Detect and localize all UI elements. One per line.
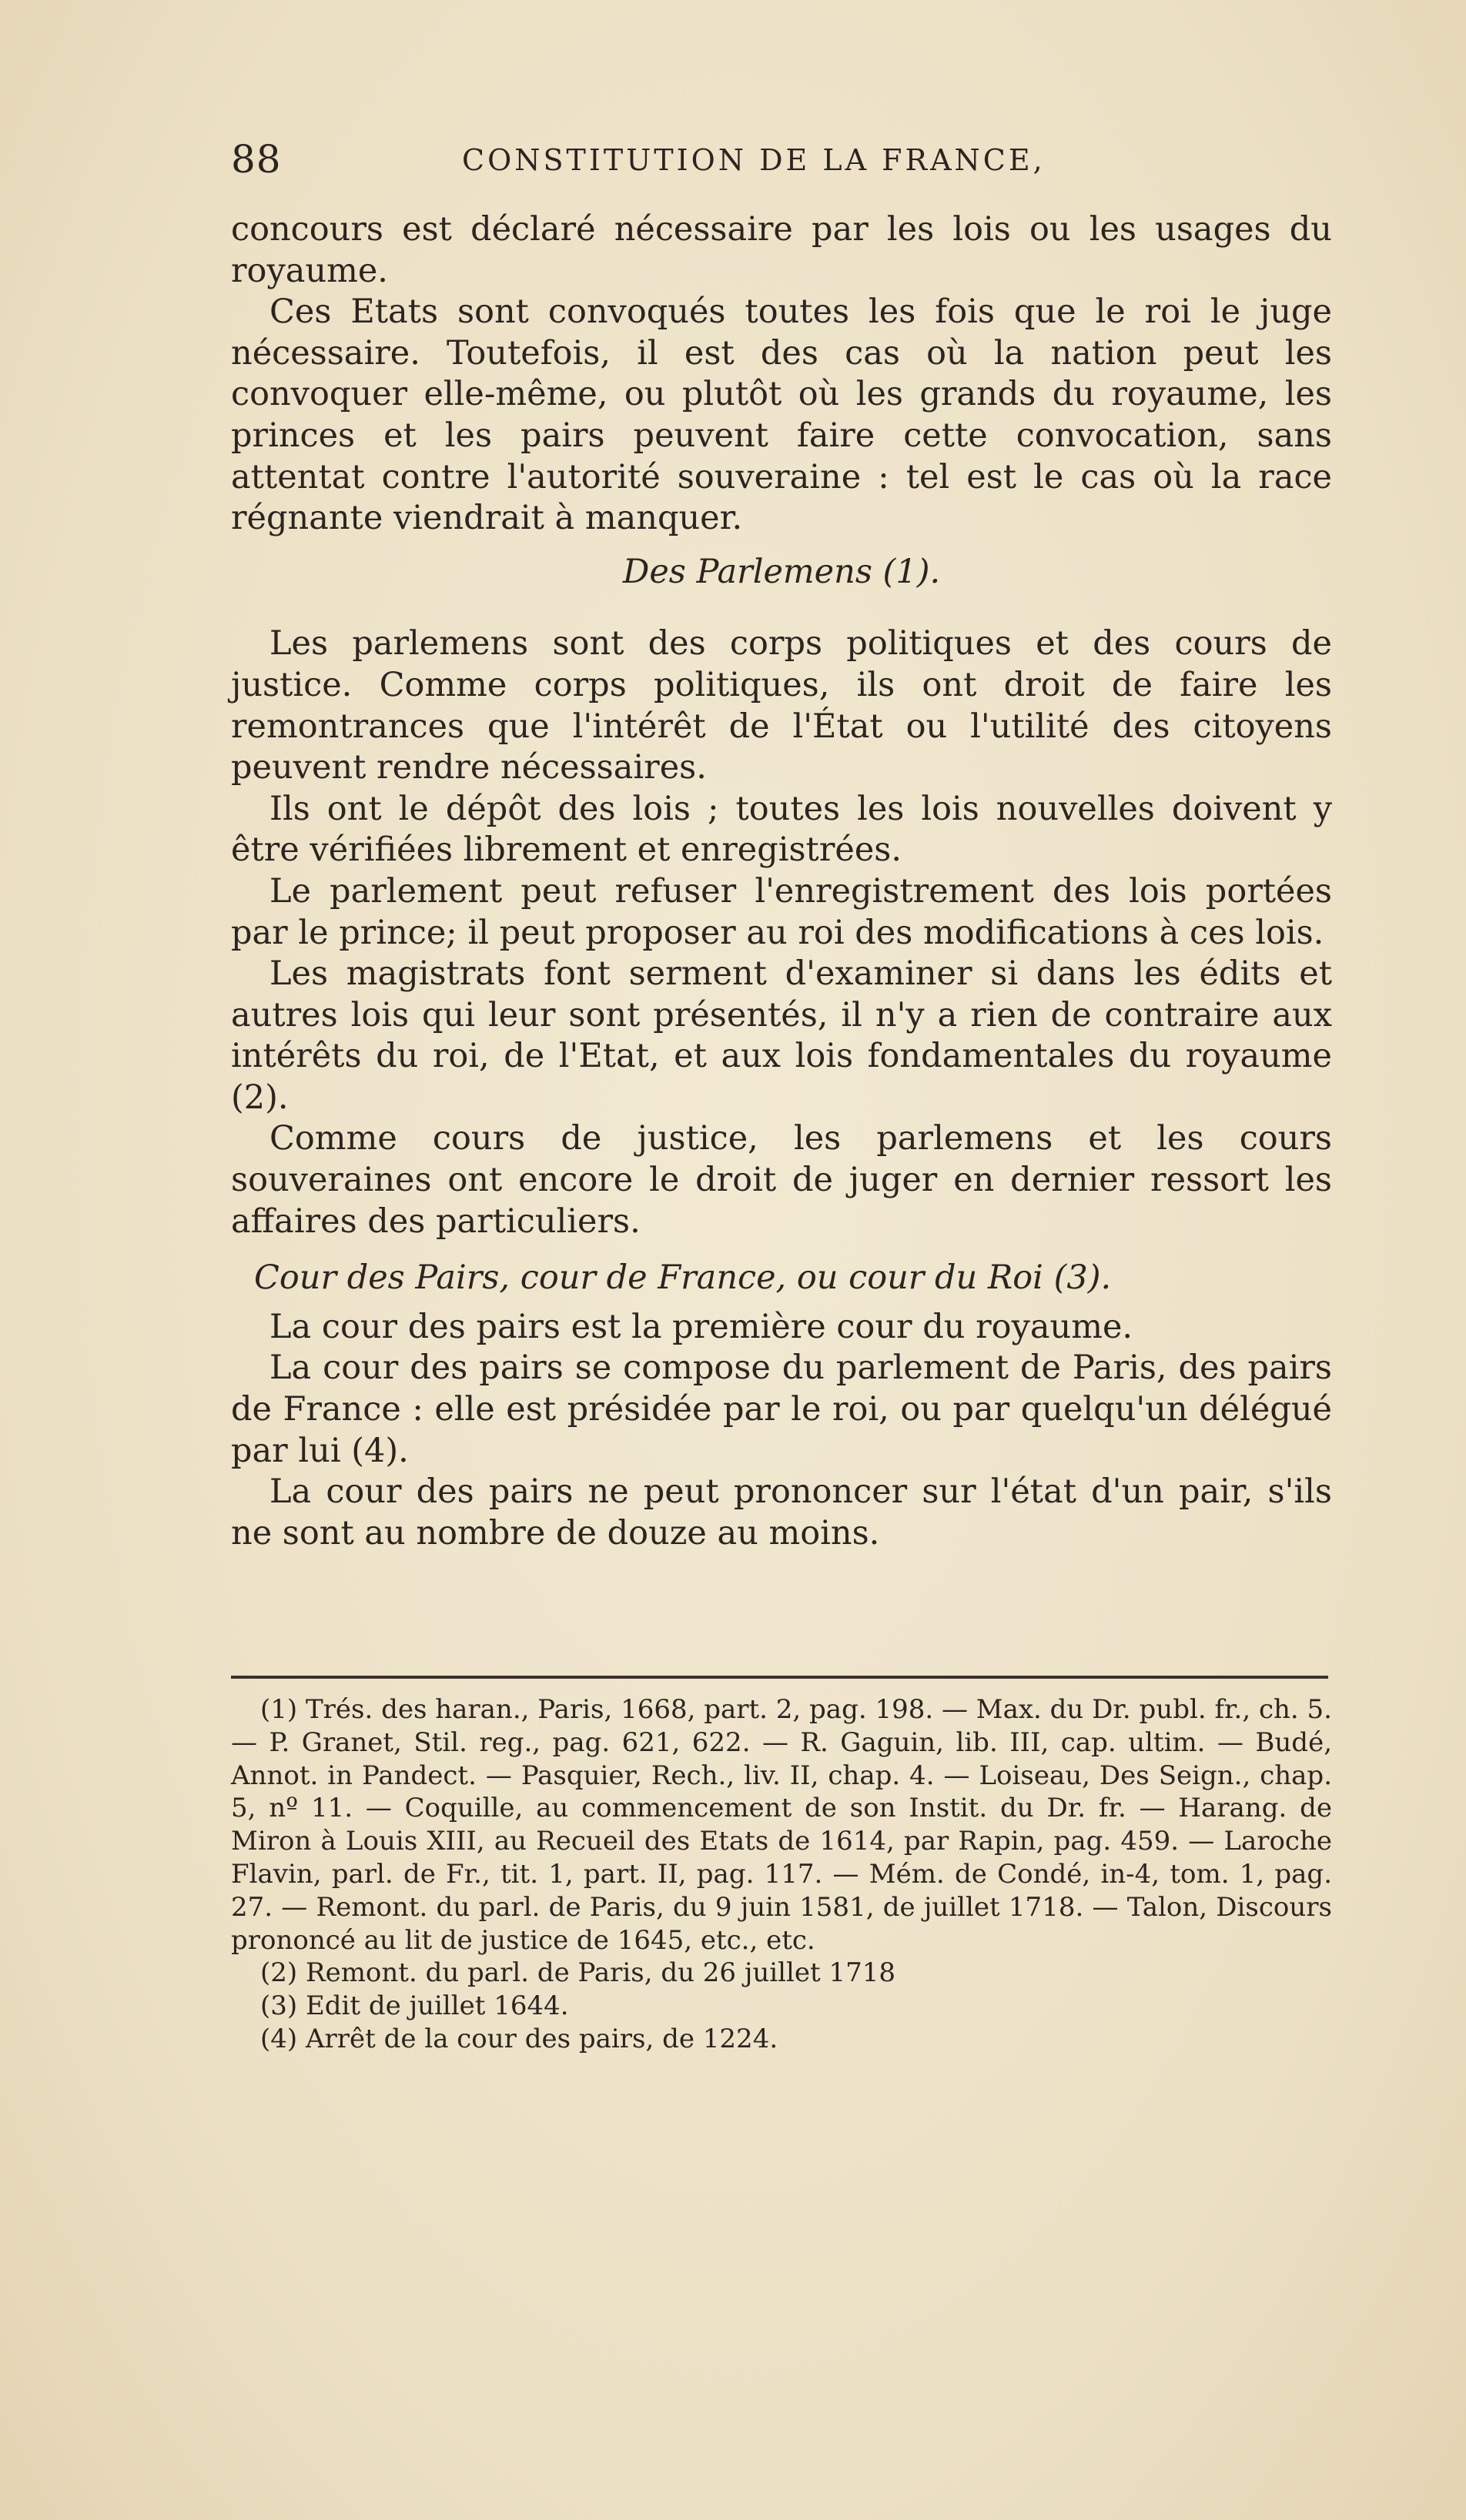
paragraph: Les parlemens sont des corps politiques et des cours de justice. Comme corps politiques, ils ont droit de faire les remontrances que l'intérêt de l'État ou l'utilité des citoyens peuvent rendre nécessaires.: [231, 624, 1332, 787]
page-header: [231, 137, 1332, 183]
paragraph: Ces Etats sont convoqués toutes les fois que le roi le juge nécessaire. Toutefois, il est des cas où la nation peut les convoquer elle-même, ou plutôt où les grands du royaume, les princes et les pairs peuvent faire cette convocation, sans attentat contre l'autorité souveraine : tel est le cas où la race régnante viendrait à manquer.: [231, 292, 1332, 538]
footnote-2: (2) Remont. du parl. de Paris, du 26 juillet 1718: [260, 1957, 896, 1989]
paragraph: Le parlement peut refuser l'enregistrement des lois portées par le prince; il peut proposer au roi des modifications à ces lois.: [231, 871, 1332, 952]
footnote-4: (4) Arrêt de la cour des pairs, de 1224.: [260, 2023, 778, 2054]
footnote-3: (3) Edit de juillet 1644.: [260, 1990, 569, 2022]
section-heading-parlemens: Des Parlemens (1).: [622, 552, 941, 591]
section-heading-cour-des-pairs: Cour des Pairs, cour de France, ou cour du Roi (3).: [254, 1258, 1112, 1298]
paragraph: La cour des pairs ne peut prononcer sur l'état d'un pair, s'ils ne sont au nombre de douze au moins.: [231, 1472, 1332, 1552]
paragraph: Les magistrats font serment d'examiner si dans les édits et autres lois qui leur sont présentés, il n'y a rien de contraire aux intérêts du roi, de l'Etat, et aux lois fondamentales du royaume (2).: [231, 954, 1332, 1117]
paragraph: concours est déclaré nécessaire par les lois ou les usages du royaume.: [231, 210, 1332, 290]
page-number: 88: [231, 137, 282, 182]
footnote-divider: [231, 1676, 1328, 1679]
paragraph: La cour des pairs se compose du parlement de Paris, des pairs de France : elle est présidée par le roi, ou par quelqu'un délégué par lui (4).: [231, 1349, 1332, 1470]
paragraph: La cour des pairs est la première cour du royaume.: [269, 1307, 1133, 1346]
footnote-1: (1) Trés. des haran., Paris, 1668, part. 2, pag. 198. — Max. du Dr. publ. fr., ch. 5. — P. Granet, Stil. reg., pag. 621, 622. — R. Gaguin, lib. III, cap. ultim. — Budé, Annot. in Pandect. — Pasquier, Rech., liv. II, chap. 4. — Loiseau, Des Seign., chap. 5, nº 11. — Coquille, au commencement de son Instit. du Dr. fr. — Harang. de Miron à Louis XIII, au Recueil des Etats de 1614, par Rapin, pag. 459. — Laroche Flavin, parl. de Fr., tit. 1, part. II, pag. 117. — Mém. de Condé, in-4, tom. 1, pag. 27. — Remont. du parl. de Paris, du 9 juin 1581, de juillet 1718. — Talon, Discours prononcé au lit de justice de 1645, etc., etc.: [231, 1694, 1332, 1956]
footnotes: [231, 1693, 1332, 2056]
running-title: CONSTITUTION DE LA FRANCE,: [462, 143, 1046, 177]
main-text: [231, 209, 1332, 1554]
paragraph: Ils ont le dépôt des lois ; toutes les lois nouvelles doivent y être vérifiées librement et enregistrées.: [231, 789, 1332, 870]
paragraph: Comme cours de justice, les parlemens et les cours souveraines ont encore le droit de juger en dernier ressort les affaires des particuliers.: [231, 1119, 1332, 1241]
